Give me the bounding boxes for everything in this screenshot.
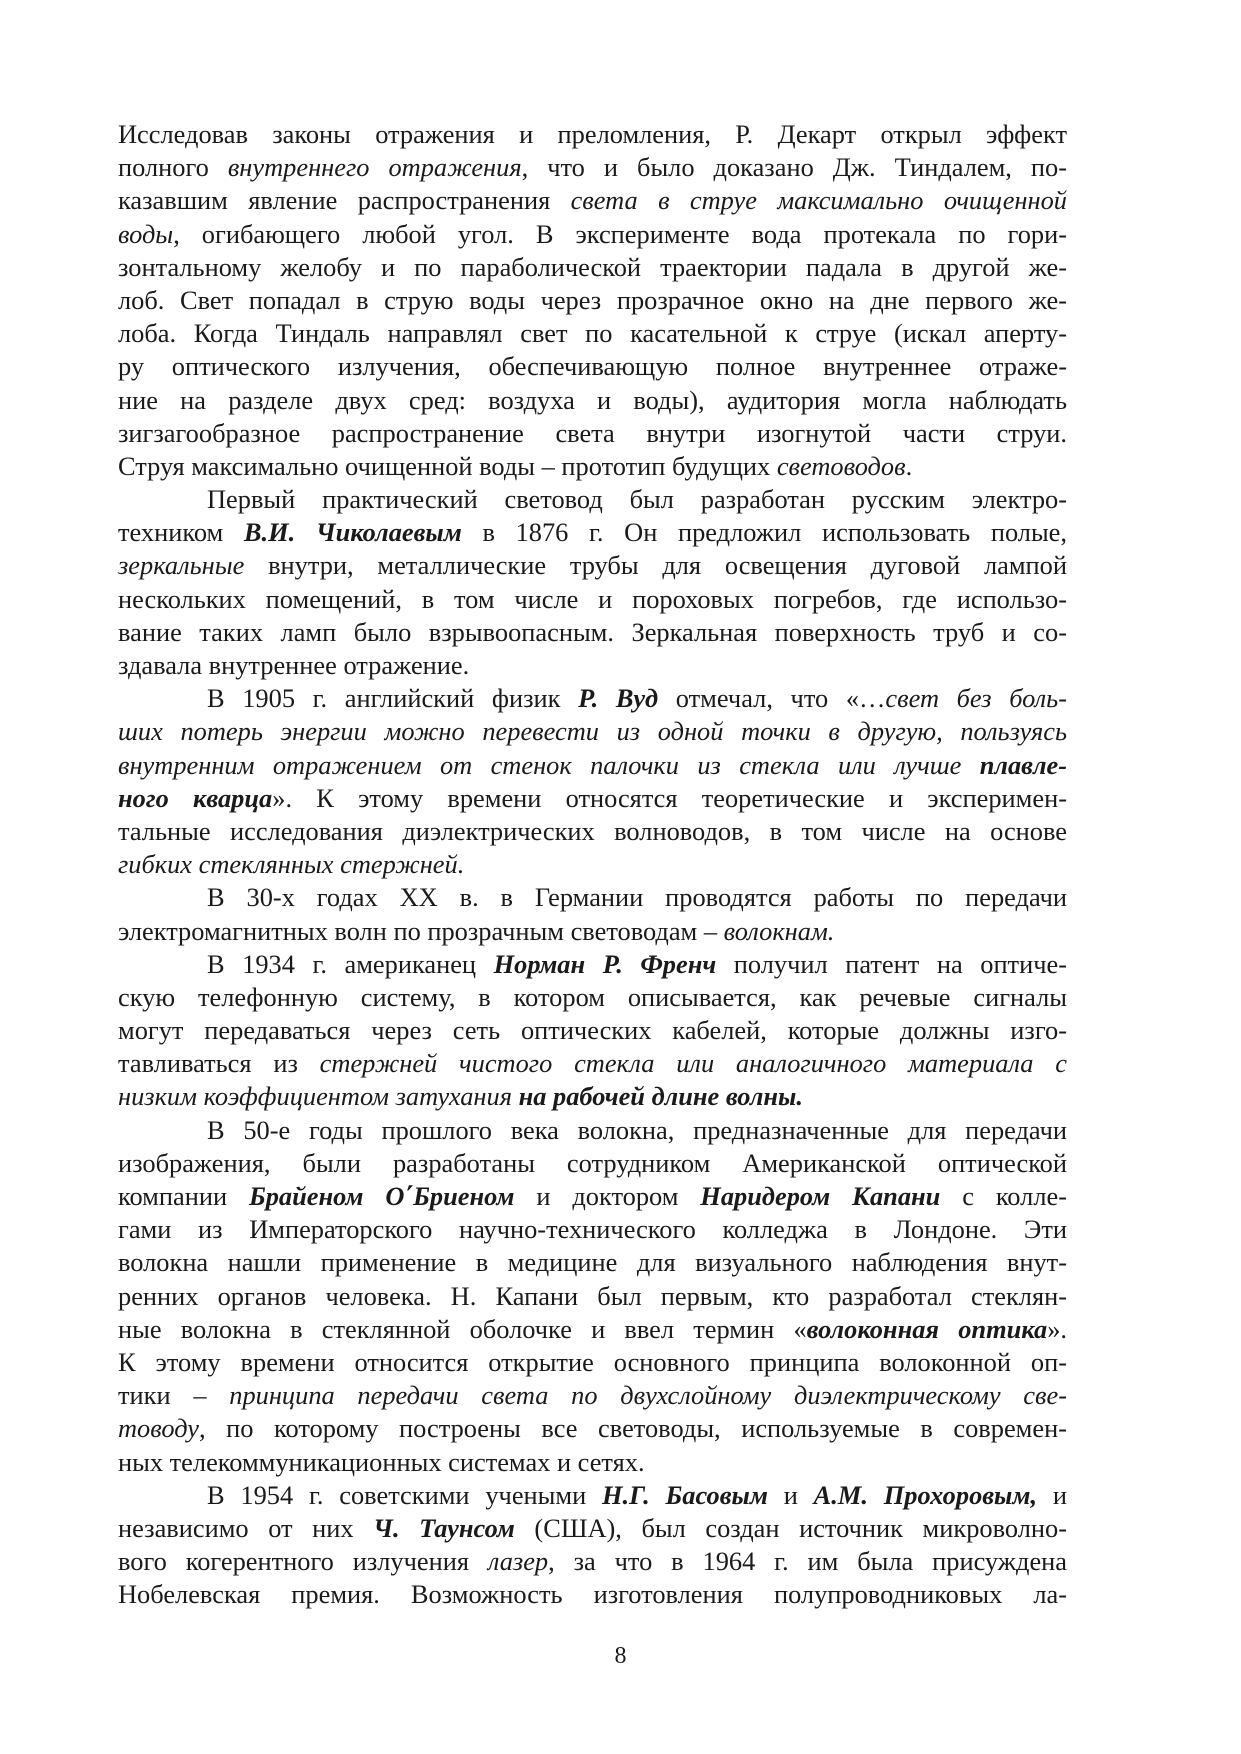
- emphasized-run: ших потерь энергии можно перевести из одной точки в другую, пользуясь: [118, 716, 1067, 747]
- text-line: [118, 749, 1067, 782]
- text-run: компании: [118, 1181, 249, 1211]
- text-line: [118, 1379, 1067, 1412]
- text-line: [118, 516, 1067, 549]
- text-line: [118, 649, 1067, 682]
- text-line: [118, 682, 1067, 715]
- text-line: [118, 184, 1067, 217]
- text-line: [118, 616, 1067, 649]
- text-line: [118, 1446, 1067, 1479]
- text-line: [118, 1479, 1067, 1512]
- text-run: нескольких помещений, в том числе и пороховых погребов, где использо-: [118, 583, 1067, 614]
- text-run: могут передаваться через сеть оптических кабелей, которые должны изго-: [118, 1015, 1067, 1046]
- text-run: тавливаться из: [118, 1048, 320, 1079]
- text-run: , что и было доказано Дж. Тиндалем, по-: [521, 152, 1068, 183]
- text-run: зонтальному желобу и по параболической траектории падала в другой же-: [118, 251, 1067, 282]
- text-line: [118, 1578, 1067, 1611]
- text-run: ру оптического излучения, обеспечивающую полное внутреннее отраже-: [118, 351, 1067, 382]
- text-run: тики –: [118, 1380, 230, 1411]
- text-run: техником: [118, 517, 244, 548]
- text-run: тальные исследования диэлектрических волноводов, в том числе на основе: [118, 815, 1067, 846]
- emphasized-run: А.М. Прохоровым,: [813, 1479, 1038, 1510]
- text-line: [118, 848, 1067, 881]
- text-run: В 1934 г. американец: [207, 948, 494, 979]
- text-run: .: [905, 450, 913, 481]
- text-line: [118, 1213, 1067, 1246]
- emphasized-run: зеркальные: [118, 550, 245, 581]
- page-number: 8: [614, 1643, 627, 1669]
- text-line: [118, 417, 1067, 450]
- emphasized-run: лазер: [487, 1546, 549, 1577]
- text-line: [118, 981, 1067, 1014]
- text-line: [118, 1246, 1067, 1279]
- text-run: внутри, металлические трубы для освещения дуговой лампой: [244, 550, 1067, 581]
- text-line: [118, 1014, 1067, 1047]
- emphasized-run: В.И. Чиколаевым: [243, 517, 462, 548]
- text-run: гами из Императорского научно-технического колледжа в Лондоне. Эти: [118, 1214, 1067, 1245]
- text-line: [118, 715, 1067, 748]
- text-line: [118, 1412, 1067, 1445]
- text-run: казавшим явление распространения: [118, 185, 571, 216]
- text-run: вого когерентного излучения: [118, 1546, 488, 1577]
- emphasized-run: принципа передачи света по двухслойному диэлектрическому све-: [229, 1380, 1067, 1411]
- text-line: [118, 1280, 1067, 1313]
- emphasized-run: внутреннего отражения: [227, 152, 522, 183]
- text-run: В 30-х годах XX в. в Германии проводятся работы по передачи: [207, 882, 1067, 913]
- text-run: В 1905 г. английский физик: [207, 683, 579, 714]
- text-line: [118, 782, 1067, 815]
- text-run: Исследовав законы отражения и преломления, Р. Декарт открыл эффект: [118, 119, 1067, 149]
- text-line: [118, 1080, 1067, 1113]
- emphasized-run: на рабочей длине волны.: [518, 1081, 803, 1112]
- text-line: [118, 1180, 1067, 1213]
- emphasized-run: ного кварца: [118, 782, 273, 813]
- emphasized-run: свет без боль-: [885, 683, 1067, 714]
- text-run: с колле-: [940, 1181, 1067, 1211]
- text-run: , за что в 1964 г. им была присуждена: [548, 1546, 1067, 1577]
- text-run: в 1876 г. Он предложил использовать полые,: [461, 517, 1067, 548]
- text-line: [118, 549, 1067, 582]
- text-line: [118, 218, 1067, 251]
- emphasized-run: гибких стеклянных стержней.: [118, 849, 465, 880]
- text-run: получил патент на оптиче-: [716, 948, 1067, 979]
- emphasized-run: волокнам.: [723, 915, 835, 946]
- text-line: [118, 1545, 1067, 1578]
- text-run: полного: [118, 152, 228, 183]
- emphasized-run: воды: [118, 218, 174, 249]
- text-line: [118, 815, 1067, 848]
- text-run: зигзагообразное распространение света внутри изогнутой части струи.: [118, 417, 1067, 448]
- text-line: [118, 1114, 1067, 1147]
- emphasized-run: Наридером Капани: [700, 1181, 941, 1211]
- text-run: ние на разделе двух сред: воздуха и воды), аудитория могла наблюдать: [118, 384, 1067, 415]
- text-run: ные волокна в стеклянной оболочке и ввел термин «: [118, 1313, 807, 1344]
- text-line: [118, 583, 1067, 616]
- text-run: вание таких ламп было взрывоопасным. Зеркальная поверхность труб и со-: [118, 616, 1067, 647]
- text-run: ренних органов человека. Н. Капани был первым, кто разработал стеклян-: [118, 1280, 1067, 1311]
- text-run: В 50-е годы прошлого века волокна, предназначенные для передачи: [207, 1114, 1067, 1145]
- emphasized-run: Р. Вуд: [578, 683, 659, 714]
- text-run: скую телефонную систему, в котором описывается, как речевые сигналы: [118, 981, 1067, 1012]
- text-run: Струя максимально очищенной воды – прототип будущих: [118, 450, 777, 481]
- text-line: [118, 1346, 1067, 1379]
- emphasized-run: света в струе максимально очищенной: [570, 185, 1067, 216]
- text-line: [118, 350, 1067, 383]
- emphasized-run: Брайеном О΄Бриеном: [248, 1181, 515, 1211]
- text-run: независимо от них: [118, 1512, 374, 1543]
- emphasized-run: стержней чистого стекла или аналогичного материала с: [319, 1048, 1068, 1079]
- text-run: В 1954 г. советскими учеными: [207, 1479, 603, 1510]
- text-run: Первый практический световод был разработан русским электро-: [207, 484, 1067, 515]
- emphasized-run: внутренним отражением от стенок палочки из стекла или лучше: [118, 749, 980, 780]
- text-line: [118, 384, 1067, 417]
- text-run: лоба. Когда Тиндаль направлял свет по касательной к струе (искал аперту-: [118, 318, 1067, 349]
- text-run: и доктором: [514, 1181, 701, 1211]
- text-run: здавала внутреннее отражение.: [118, 650, 470, 680]
- text-run: электромагнитных волн по прозрачным световодам –: [118, 915, 724, 946]
- text-line: [118, 915, 1067, 948]
- text-run: , огибающего любой угол. В эксперименте вода протекала по гори-: [173, 218, 1067, 249]
- emphasized-run: световодов: [776, 450, 906, 481]
- text-line: [118, 483, 1067, 516]
- text-run: Нобелевская премия. Возможность изготовления полупроводниковых ла-: [118, 1579, 1067, 1610]
- text-line: [118, 251, 1067, 284]
- text-line: [118, 1147, 1067, 1180]
- text-line: [118, 1313, 1067, 1346]
- text-line: [118, 1047, 1067, 1080]
- text-line: [118, 151, 1067, 184]
- text-line: [118, 1512, 1067, 1545]
- emphasized-run: Норман Р. Френч: [493, 948, 717, 979]
- text-run: лоб. Свет попадал в струю воды через прозрачное окно на дне первого же-: [118, 284, 1067, 315]
- text-run: ».: [1047, 1313, 1067, 1344]
- text-run: и: [1037, 1479, 1067, 1510]
- emphasized-run: волоконная оптика: [806, 1313, 1048, 1344]
- text-run: изображения, были разработаны сотрудником Американской оптической: [118, 1147, 1067, 1178]
- text-run: (США), был создан источник микроволно-: [514, 1512, 1067, 1543]
- text-run: ных телекоммуникационных системах и сетях.: [118, 1446, 645, 1477]
- text-run: волокна нашли применение в медицине для визуального наблюдения внут-: [118, 1247, 1067, 1278]
- text-line: [118, 284, 1067, 317]
- text-line: [118, 118, 1067, 151]
- text-run: и: [767, 1479, 814, 1510]
- text-run: отмечал, что «…: [658, 683, 886, 714]
- emphasized-run: Ч. Таунсом: [373, 1512, 515, 1543]
- emphasized-run: товоду: [118, 1413, 199, 1444]
- text-run: , по которому построены все световоды, используемые в современ-: [198, 1413, 1067, 1444]
- text-run: ». К этому времени относятся теоретические и эксперимен-: [272, 782, 1067, 813]
- text-line: [118, 450, 1067, 483]
- text-line: [118, 317, 1067, 350]
- text-run: К этому времени относится открытие основного принципа волоконной оп-: [118, 1346, 1067, 1377]
- body-text: [118, 118, 1067, 1611]
- emphasized-run: Н.Г. Басовым: [602, 1479, 768, 1510]
- text-line: [118, 881, 1067, 914]
- emphasized-run: плавле-: [979, 749, 1067, 780]
- emphasized-run: низким коэффициентом затухания: [118, 1081, 519, 1112]
- text-line: [118, 948, 1067, 981]
